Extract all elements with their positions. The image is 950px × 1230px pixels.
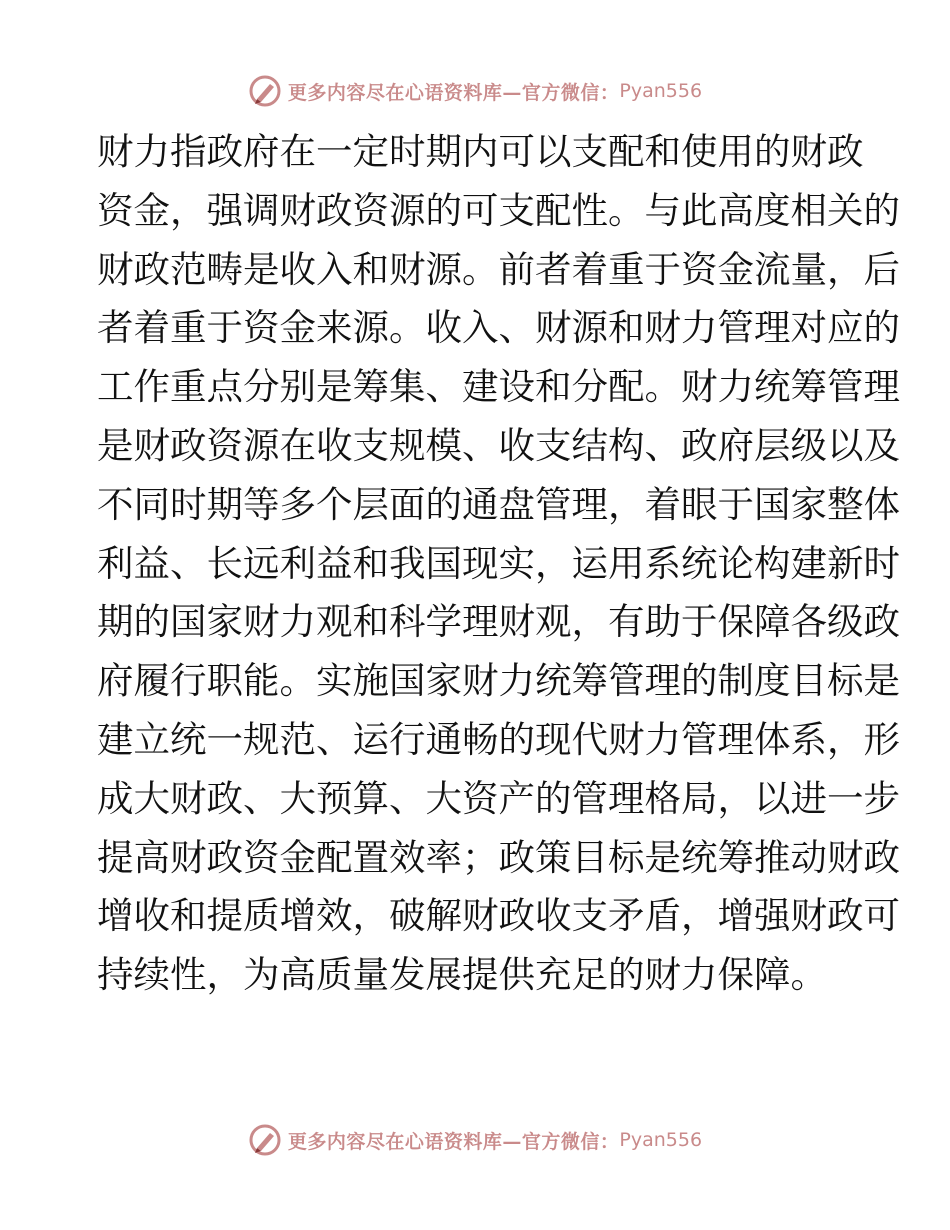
text-line: 利益、长远利益和我国现实，运用系统论构建新时 (97, 541, 900, 585)
header-wechat-id: Pyan556 (619, 80, 703, 102)
footer-wechat-id: Pyan556 (619, 1129, 703, 1151)
text-line: 工作重点分别是筹集、建设和分配。财力统筹管理 (97, 365, 900, 409)
text-line: 增收和提质增效，破解财政收支矛盾，增强财政可 (97, 894, 900, 938)
text-line: 者着重于资金来源。收入、财源和财力管理对应的 (97, 306, 900, 350)
text-line: 成大财政、大预算、大资产的管理格局，以进一步 (97, 776, 900, 820)
text-line: 期的国家财力观和科学理财观，有助于保障各级政 (97, 600, 900, 644)
footer-text: 更多内容尽在心语资料库—官方微信： (287, 1130, 620, 1153)
text-line: 不同时期等多个层面的通盘管理，着眼于国家整体 (97, 482, 900, 526)
text-line: 持续性，为高质量发展提供充足的财力保障。 (97, 953, 827, 997)
pen-logo-icon (248, 1123, 282, 1157)
footer-banner (0, 1120, 950, 1160)
text-line: 建立统一规范、运行通畅的现代财力管理体系，形 (97, 717, 900, 761)
text-line: 提高财政资金配置效率；政策目标是统筹推动财政 (97, 835, 900, 879)
text-line: 财力指政府在一定时期内可以支配和使用的财政 (97, 130, 864, 173)
text-line: 资金，强调财政资源的可支配性。与此高度相关的 (97, 188, 900, 232)
text-line: 是财政资源在收支规模、收支结构、政府层级以及 (97, 423, 900, 467)
header-text: 更多内容尽在心语资料库—官方微信： (287, 81, 620, 104)
article-body (97, 123, 900, 1005)
header-banner (0, 71, 950, 111)
text-line: 财政范畴是收入和财源。前者着重于资金流量，后 (97, 247, 900, 291)
text-line: 府履行职能。实施国家财力统筹管理的制度目标是 (97, 659, 900, 703)
pen-logo-icon (248, 74, 282, 108)
